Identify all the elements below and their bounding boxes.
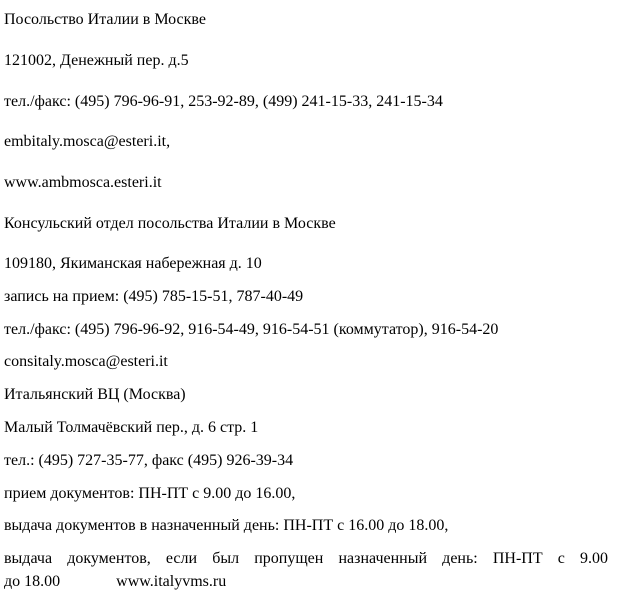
visa-center-issue-hours: выдача документов в назначенный день: ПН-ПТ с 16.00 до 18.00, — [4, 517, 449, 534]
visa-center-phone-fax: тел.: (495) 727-35-77, факс (495) 926-39-34 — [4, 452, 294, 469]
visa-center-missed-issue-end: до 18.00 — [4, 573, 61, 590]
embassy-name: Посольство Италии в Москве — [4, 11, 206, 28]
consulate-email: consitaly.mosca@esteri.it — [4, 353, 168, 370]
visa-center-website: www.italyvms.ru — [116, 573, 227, 590]
consulate-phone-fax: тел./факс: (495) 796-96-92, 916-54-49, 916-54-51 (коммутатор), 916-54-20 — [4, 321, 499, 338]
visa-center-address: Малый Толмачёвский пер., д. 6 стр. 1 — [4, 419, 259, 436]
consulate-appointment: запись на прием: (495) 785-15-51, 787-40-49 — [4, 288, 304, 305]
consulate-address: 109180, Якиманская набережная д. 10 — [4, 255, 262, 272]
embassy-address: 121002, Денежный пер. д.5 — [4, 52, 189, 69]
embassy-phone-fax: тел./факс: (495) 796-96-91, 253-92-89, (499) 241-15-33, 241-15-34 — [4, 93, 443, 110]
visa-center-intake-hours: прием документов: ПН-ПТ с 9.00 до 16.00, — [4, 485, 296, 502]
visa-center-name: Итальянский ВЦ (Москва) — [4, 386, 186, 403]
embassy-website: www.ambmosca.esteri.it — [4, 174, 162, 191]
embassy-email: embitaly.mosca@esteri.it, — [4, 133, 171, 150]
consulate-name: Консульский отдел посольства Италии в Москве — [4, 215, 336, 232]
visa-center-missed-issue-hours: выдача документов, если был пропущен назначенный день: ПН-ПТ с 9.00 — [4, 550, 608, 567]
visa-center-missed-issue-tail — [4, 572, 226, 592]
